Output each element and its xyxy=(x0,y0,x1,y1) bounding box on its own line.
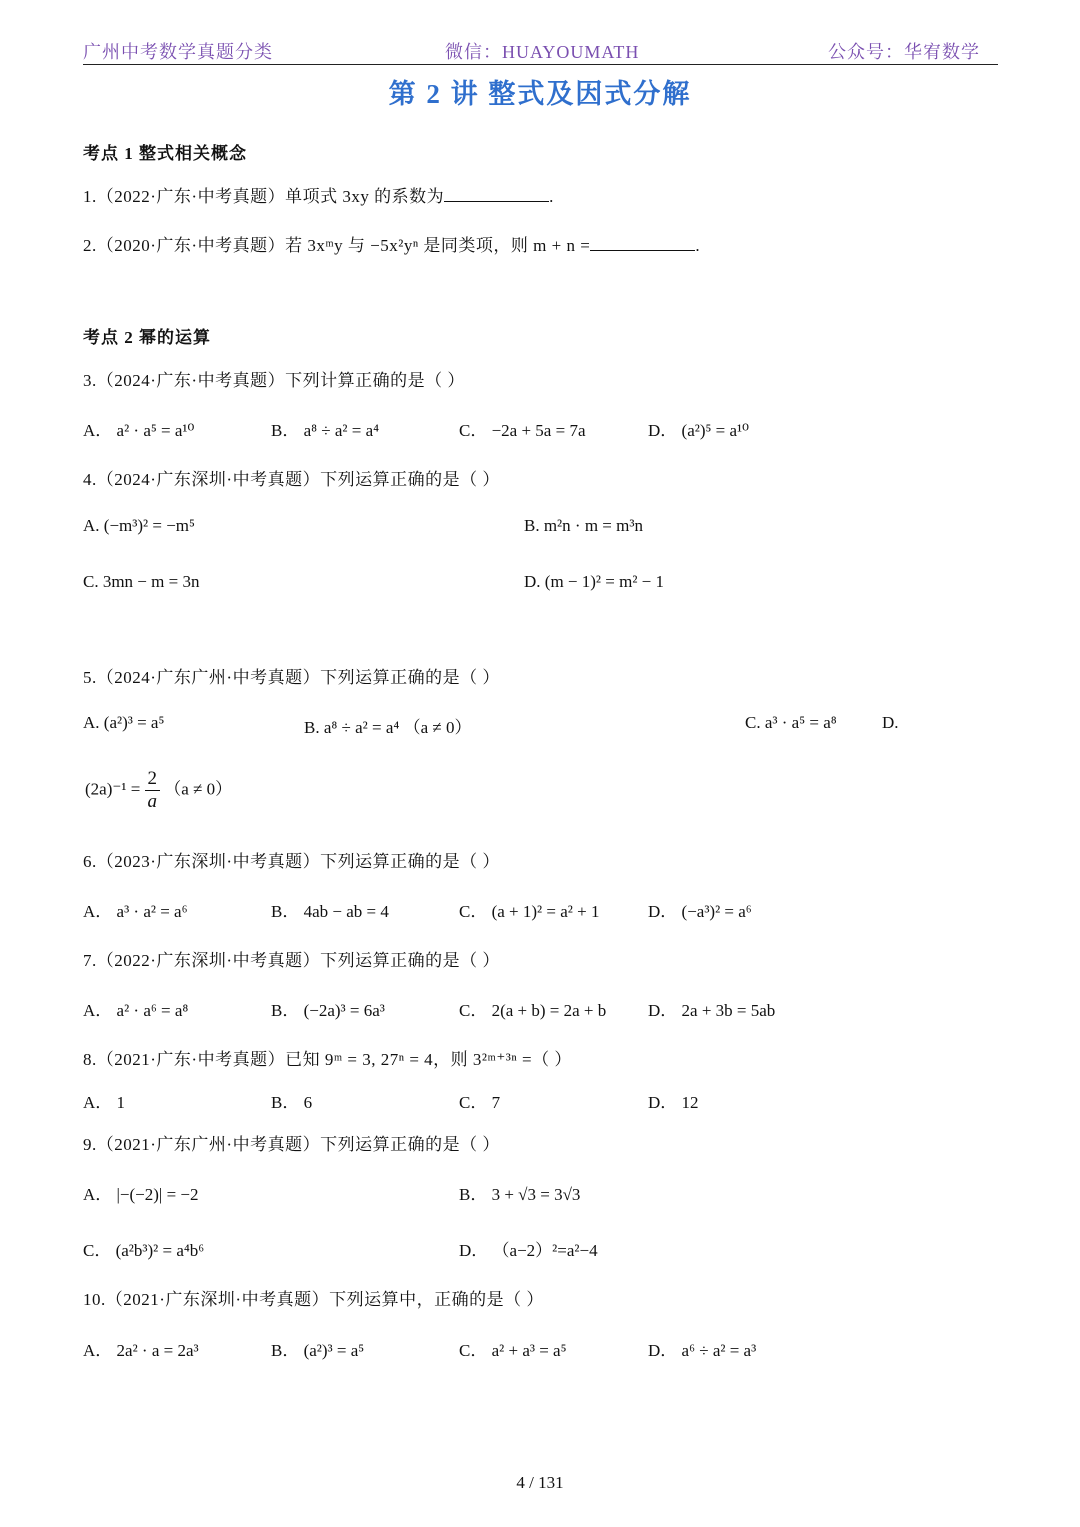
question-3-option-a[interactable]: A． a² · a⁵ = a¹⁰ xyxy=(83,421,195,440)
question-4-option-c[interactable]: C. 3mn − m = 3n xyxy=(83,572,200,591)
question-3-stem: 3.（2024·广东·中考真题）下列计算正确的是（ ） xyxy=(83,371,465,390)
question-10-option-d[interactable]: D． a⁶ ÷ a² = a³ xyxy=(648,1341,757,1360)
lesson-title: 第 2 讲 整式及因式分解 xyxy=(388,79,692,109)
question-4-option-b[interactable]: B. m²n · m = m³n xyxy=(524,516,643,535)
question-7-option-b[interactable]: B． (−2a)³ = 6a³ xyxy=(271,1001,385,1020)
question-10-stem: 10.（2021·广东深圳·中考真题）下列运算中，正确的是（ ） xyxy=(83,1290,544,1309)
question-8-stem: 8.（2021·广东·中考真题）已知 9ᵐ = 3, 27ⁿ = 4，则 3²ᵐ⁺³ⁿ =（ ） xyxy=(83,1050,572,1069)
question-6-option-a[interactable]: A． a³ · a² = a⁶ xyxy=(83,902,188,921)
question-9-option-c[interactable]: C． (a²b³)² = a⁴b⁶ xyxy=(83,1241,205,1260)
question-3-option-b[interactable]: B． a⁸ ÷ a² = a⁴ xyxy=(271,421,380,440)
question-9-option-d[interactable]: D． （a−2）²=a²−4 xyxy=(459,1241,598,1260)
question-10-option-c[interactable]: C． a² + a³ = a⁵ xyxy=(459,1341,567,1360)
question-7-option-a[interactable]: A． a² · a⁶ = a⁸ xyxy=(83,1001,189,1020)
question-7-stem: 7.（2022·广东深圳·中考真题）下列运算正确的是（ ） xyxy=(83,951,500,970)
question-6-option-b[interactable]: B． 4ab − ab = 4 xyxy=(271,902,389,921)
answer-blank-1[interactable] xyxy=(444,187,549,202)
section-heading-2: 考点 2 幂的运算 xyxy=(83,328,211,347)
question-4-stem: 4.（2024·广东深圳·中考真题）下列运算正确的是（ ） xyxy=(83,470,500,489)
question-9-stem: 9.（2021·广东广州·中考真题）下列运算正确的是（ ） xyxy=(83,1135,500,1154)
question-7-option-d[interactable]: D． 2a + 3b = 5ab xyxy=(648,1001,776,1020)
section-heading-1: 考点 1 整式相关概念 xyxy=(83,144,247,163)
question-8-option-c[interactable]: C． 7 xyxy=(459,1093,501,1112)
question-2-stem: 2.（2020·广东·中考真题）若 3xᵐy 与 −5x²yⁿ 是同类项，则 m + n = xyxy=(83,236,591,255)
question-4-option-d[interactable]: D. (m − 1)² = m² − 1 xyxy=(524,572,665,591)
page-header xyxy=(83,38,998,65)
question-5-option-d-label[interactable]: D. xyxy=(882,713,899,732)
question-2: 2.（2020·广东·中考真题）若 3xᵐy 与 −5x²yⁿ 是同类项，则 m + n = . xyxy=(83,236,701,255)
question-9-option-a[interactable]: A． |−(−2)| = −2 xyxy=(83,1185,199,1204)
question-4-option-a[interactable]: A. (−m³)² = −m⁵ xyxy=(83,516,195,535)
question-5-option-d[interactable]: (2a)⁻¹ = $\frac{2}{a}$ （a ≠ 0） xyxy=(85,768,233,812)
question-10-option-b[interactable]: B． (a²)³ = a⁵ xyxy=(271,1341,365,1360)
question-6-option-d[interactable]: D． (−a³)² = a⁶ xyxy=(648,902,752,921)
question-3-option-d[interactable]: D． (a²)⁵ = a¹⁰ xyxy=(648,421,749,440)
question-5-stem: 5.（2024·广东广州·中考真题）下列运算正确的是（ ） xyxy=(83,668,500,687)
header-wechat: 微信：HUAYOUMATH xyxy=(445,42,640,62)
question-1: 1.（2022·广东·中考真题）单项式 3xy 的系数为 . xyxy=(83,187,554,206)
question-1-stem: 1.（2022·广东·中考真题）单项式 3xy 的系数为 xyxy=(83,187,445,206)
question-7-option-c[interactable]: C． 2(a + b) = 2a + b xyxy=(459,1001,607,1020)
question-8-option-a[interactable]: A． 1 xyxy=(83,1093,126,1112)
question-6-option-c[interactable]: C． (a + 1)² = a² + 1 xyxy=(459,902,600,921)
answer-blank-2[interactable] xyxy=(590,236,695,251)
question-5-option-c[interactable]: C. a³ · a⁵ = a⁸ xyxy=(745,713,837,732)
question-3-option-c[interactable]: C． −2a + 5a = 7a xyxy=(459,421,586,440)
question-9-option-b[interactable]: B． 3 + √3 = 3√3 xyxy=(459,1185,581,1204)
question-5-option-a[interactable]: A. (a²)³ = a⁵ xyxy=(83,713,165,732)
page-number: 4 / 131 xyxy=(516,1473,564,1492)
header-account: 公众号：华宥数学 xyxy=(828,42,980,62)
question-8-option-d[interactable]: D． 12 xyxy=(648,1093,699,1112)
question-5-option-b[interactable]: B. a⁸ ÷ a² = a⁴ （a ≠ 0） xyxy=(304,718,472,737)
question-10-option-a[interactable]: A． 2a² · a = 2a³ xyxy=(83,1341,199,1360)
fraction: $\frac{2}{a}$ xyxy=(145,768,161,813)
header-series: 广州中考数学真题分类 xyxy=(83,42,273,62)
question-6-stem: 6.（2023·广东深圳·中考真题）下列运算正确的是（ ） xyxy=(83,852,500,871)
question-8-option-b[interactable]: B． 6 xyxy=(271,1093,313,1112)
